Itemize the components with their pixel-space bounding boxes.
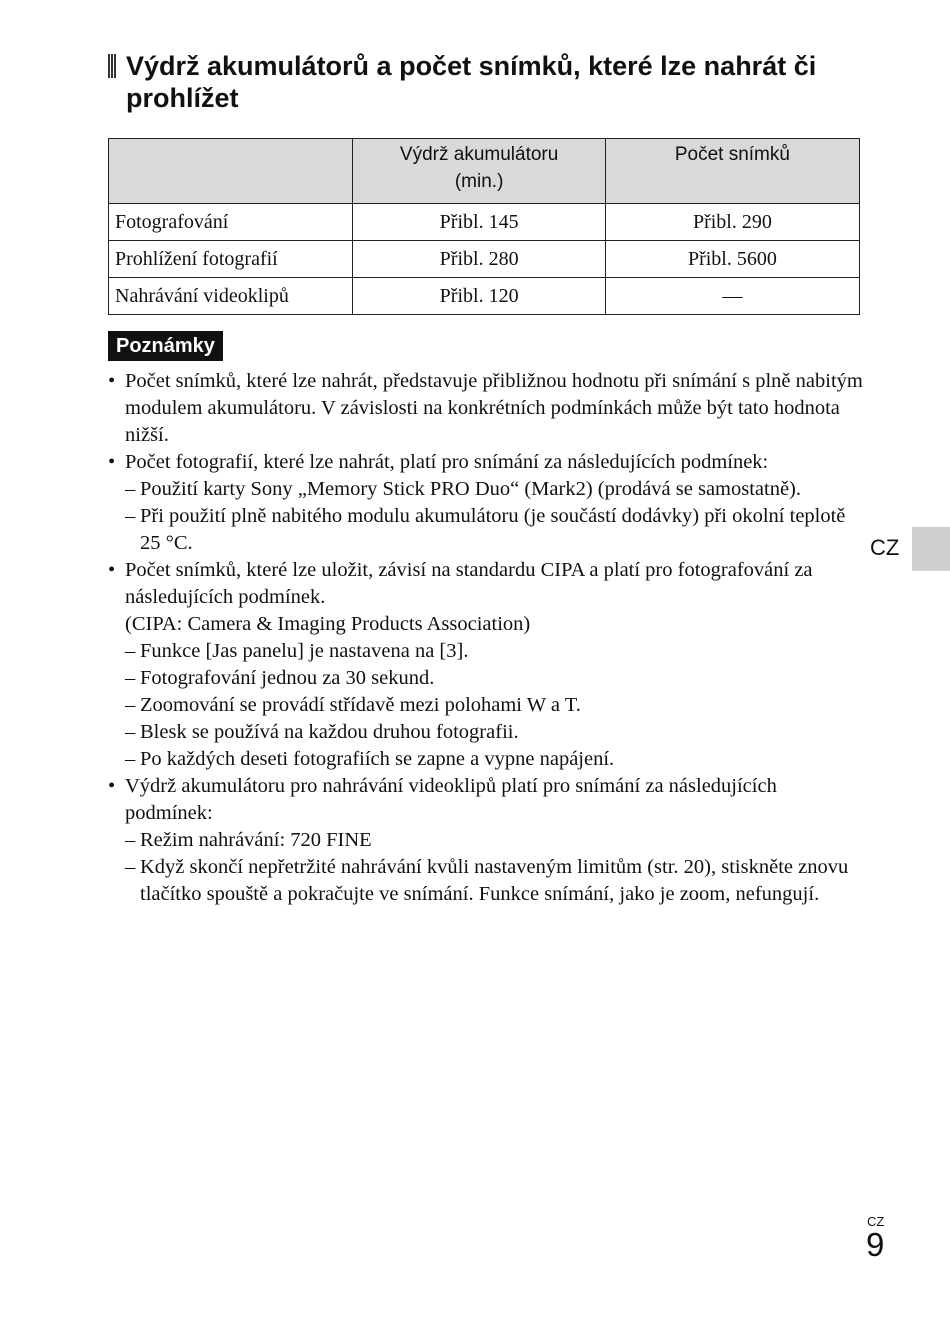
table-header-row bbox=[109, 139, 860, 204]
note-text: Výdrž akumulátoru pro nahrávání videoklipů platí pro snímání za následujících podmínek: bbox=[125, 775, 777, 824]
cell-shots: Přibl. 290 bbox=[605, 204, 859, 241]
sub-text: Při použití plně nabitého modulu akumulátoru (je součástí dodávky) při okolní teplotě 25 °C. bbox=[140, 505, 846, 554]
note-text: Počet snímků, které lze uložit, závisí na standardu CIPA a platí pro fotografování za následujících podmínek. bbox=[125, 559, 813, 608]
dash-icon: – bbox=[125, 505, 136, 527]
sub-item bbox=[108, 746, 868, 773]
bullet-icon: • bbox=[108, 775, 116, 797]
sub-item bbox=[108, 503, 868, 557]
dash-icon: – bbox=[125, 694, 136, 716]
sub-text: Fotografování jednou za 30 sekund. bbox=[140, 667, 435, 689]
row-label: Prohlížení fotografií bbox=[109, 241, 353, 278]
cell-shots: Přibl. 5600 bbox=[605, 241, 859, 278]
cell-battery-life: Přibl. 120 bbox=[353, 278, 605, 315]
sub-text: Použití karty Sony „Memory Stick PRO Duo“ (Mark2) (prodává se samostatně). bbox=[140, 478, 802, 500]
note-item bbox=[108, 557, 868, 611]
note-extra: (CIPA: Camera & Imaging Products Association) bbox=[125, 613, 531, 635]
table-row bbox=[109, 241, 860, 278]
header-battery-life-text: Výdrž akumulátoru (min.) bbox=[399, 144, 559, 192]
table-row bbox=[109, 278, 860, 315]
sub-text: Blesk se používá na každou druhou fotografii. bbox=[140, 721, 519, 743]
sub-item bbox=[108, 476, 868, 503]
cell-battery-life: Přibl. 145 bbox=[353, 204, 605, 241]
sub-text: Po každých deseti fotografiích se zapne a vypne napájení. bbox=[140, 748, 615, 770]
sub-text: Zoomování se provádí střídavě mezi polohami W a T. bbox=[140, 694, 581, 716]
cell-battery-life: Přibl. 280 bbox=[353, 241, 605, 278]
header-cell-battery-life bbox=[353, 139, 605, 204]
battery-table bbox=[108, 138, 860, 315]
sub-text: Když skončí nepřetržité nahrávání kvůli nastaveným limitům (str. 20), stiskněte znovu tlačítko spouště a pokračujte ve snímání. Funkce snímání, jako je zoom, nefungují. bbox=[140, 856, 849, 905]
page-number: 9 bbox=[866, 1226, 885, 1263]
dash-icon: – bbox=[125, 748, 136, 770]
note-text: Počet fotografií, které lze nahrát, platí pro snímání za následujících podmínek: bbox=[125, 451, 769, 473]
side-tab bbox=[912, 527, 950, 571]
note-text: Počet snímků, které lze nahrát, představuje přibližnou hodnotu při snímání s plně nabitým modulem akumulátoru. V závislosti na konkrétních podmínkách může být tato hodnota nižší. bbox=[125, 370, 863, 446]
dash-icon: – bbox=[125, 478, 136, 500]
notes-badge: Poznámky bbox=[108, 331, 223, 361]
sub-text: Funkce [Jas panelu] je nastavena na [3]. bbox=[140, 640, 469, 662]
note-item bbox=[108, 449, 868, 476]
sub-text: Režim nahrávání: 720 FINE bbox=[140, 829, 372, 851]
bullet-icon: • bbox=[108, 559, 116, 581]
dash-icon: – bbox=[125, 640, 136, 662]
sub-item bbox=[108, 854, 868, 908]
sub-item bbox=[108, 638, 868, 665]
header-cell-empty bbox=[109, 139, 353, 204]
heading-text: Výdrž akumulátorů a počet snímků, které lze nahrát či prohlížet bbox=[126, 51, 817, 113]
note-item bbox=[108, 773, 868, 827]
sub-item bbox=[108, 665, 868, 692]
row-label: Nahrávání videoklipů bbox=[109, 278, 353, 315]
notes-list bbox=[108, 368, 868, 908]
cell-shots: — bbox=[605, 278, 859, 315]
page-lang-label: CZ bbox=[867, 1214, 885, 1229]
header-cell-shots: Počet snímků bbox=[605, 139, 859, 204]
dash-icon: – bbox=[125, 721, 136, 743]
sub-item bbox=[108, 719, 868, 746]
sub-item bbox=[108, 827, 868, 854]
heading-marker-icon bbox=[108, 54, 117, 78]
row-label: Fotografování bbox=[109, 204, 353, 241]
sub-item bbox=[108, 692, 868, 719]
section-heading bbox=[108, 50, 868, 114]
bullet-icon: • bbox=[108, 370, 116, 392]
bullet-icon: • bbox=[108, 451, 116, 473]
side-tab-label: CZ bbox=[870, 535, 900, 560]
note-item bbox=[108, 368, 868, 449]
dash-icon: – bbox=[125, 856, 136, 878]
dash-icon: – bbox=[125, 829, 136, 851]
dash-icon: – bbox=[125, 667, 136, 689]
table-row bbox=[109, 204, 860, 241]
